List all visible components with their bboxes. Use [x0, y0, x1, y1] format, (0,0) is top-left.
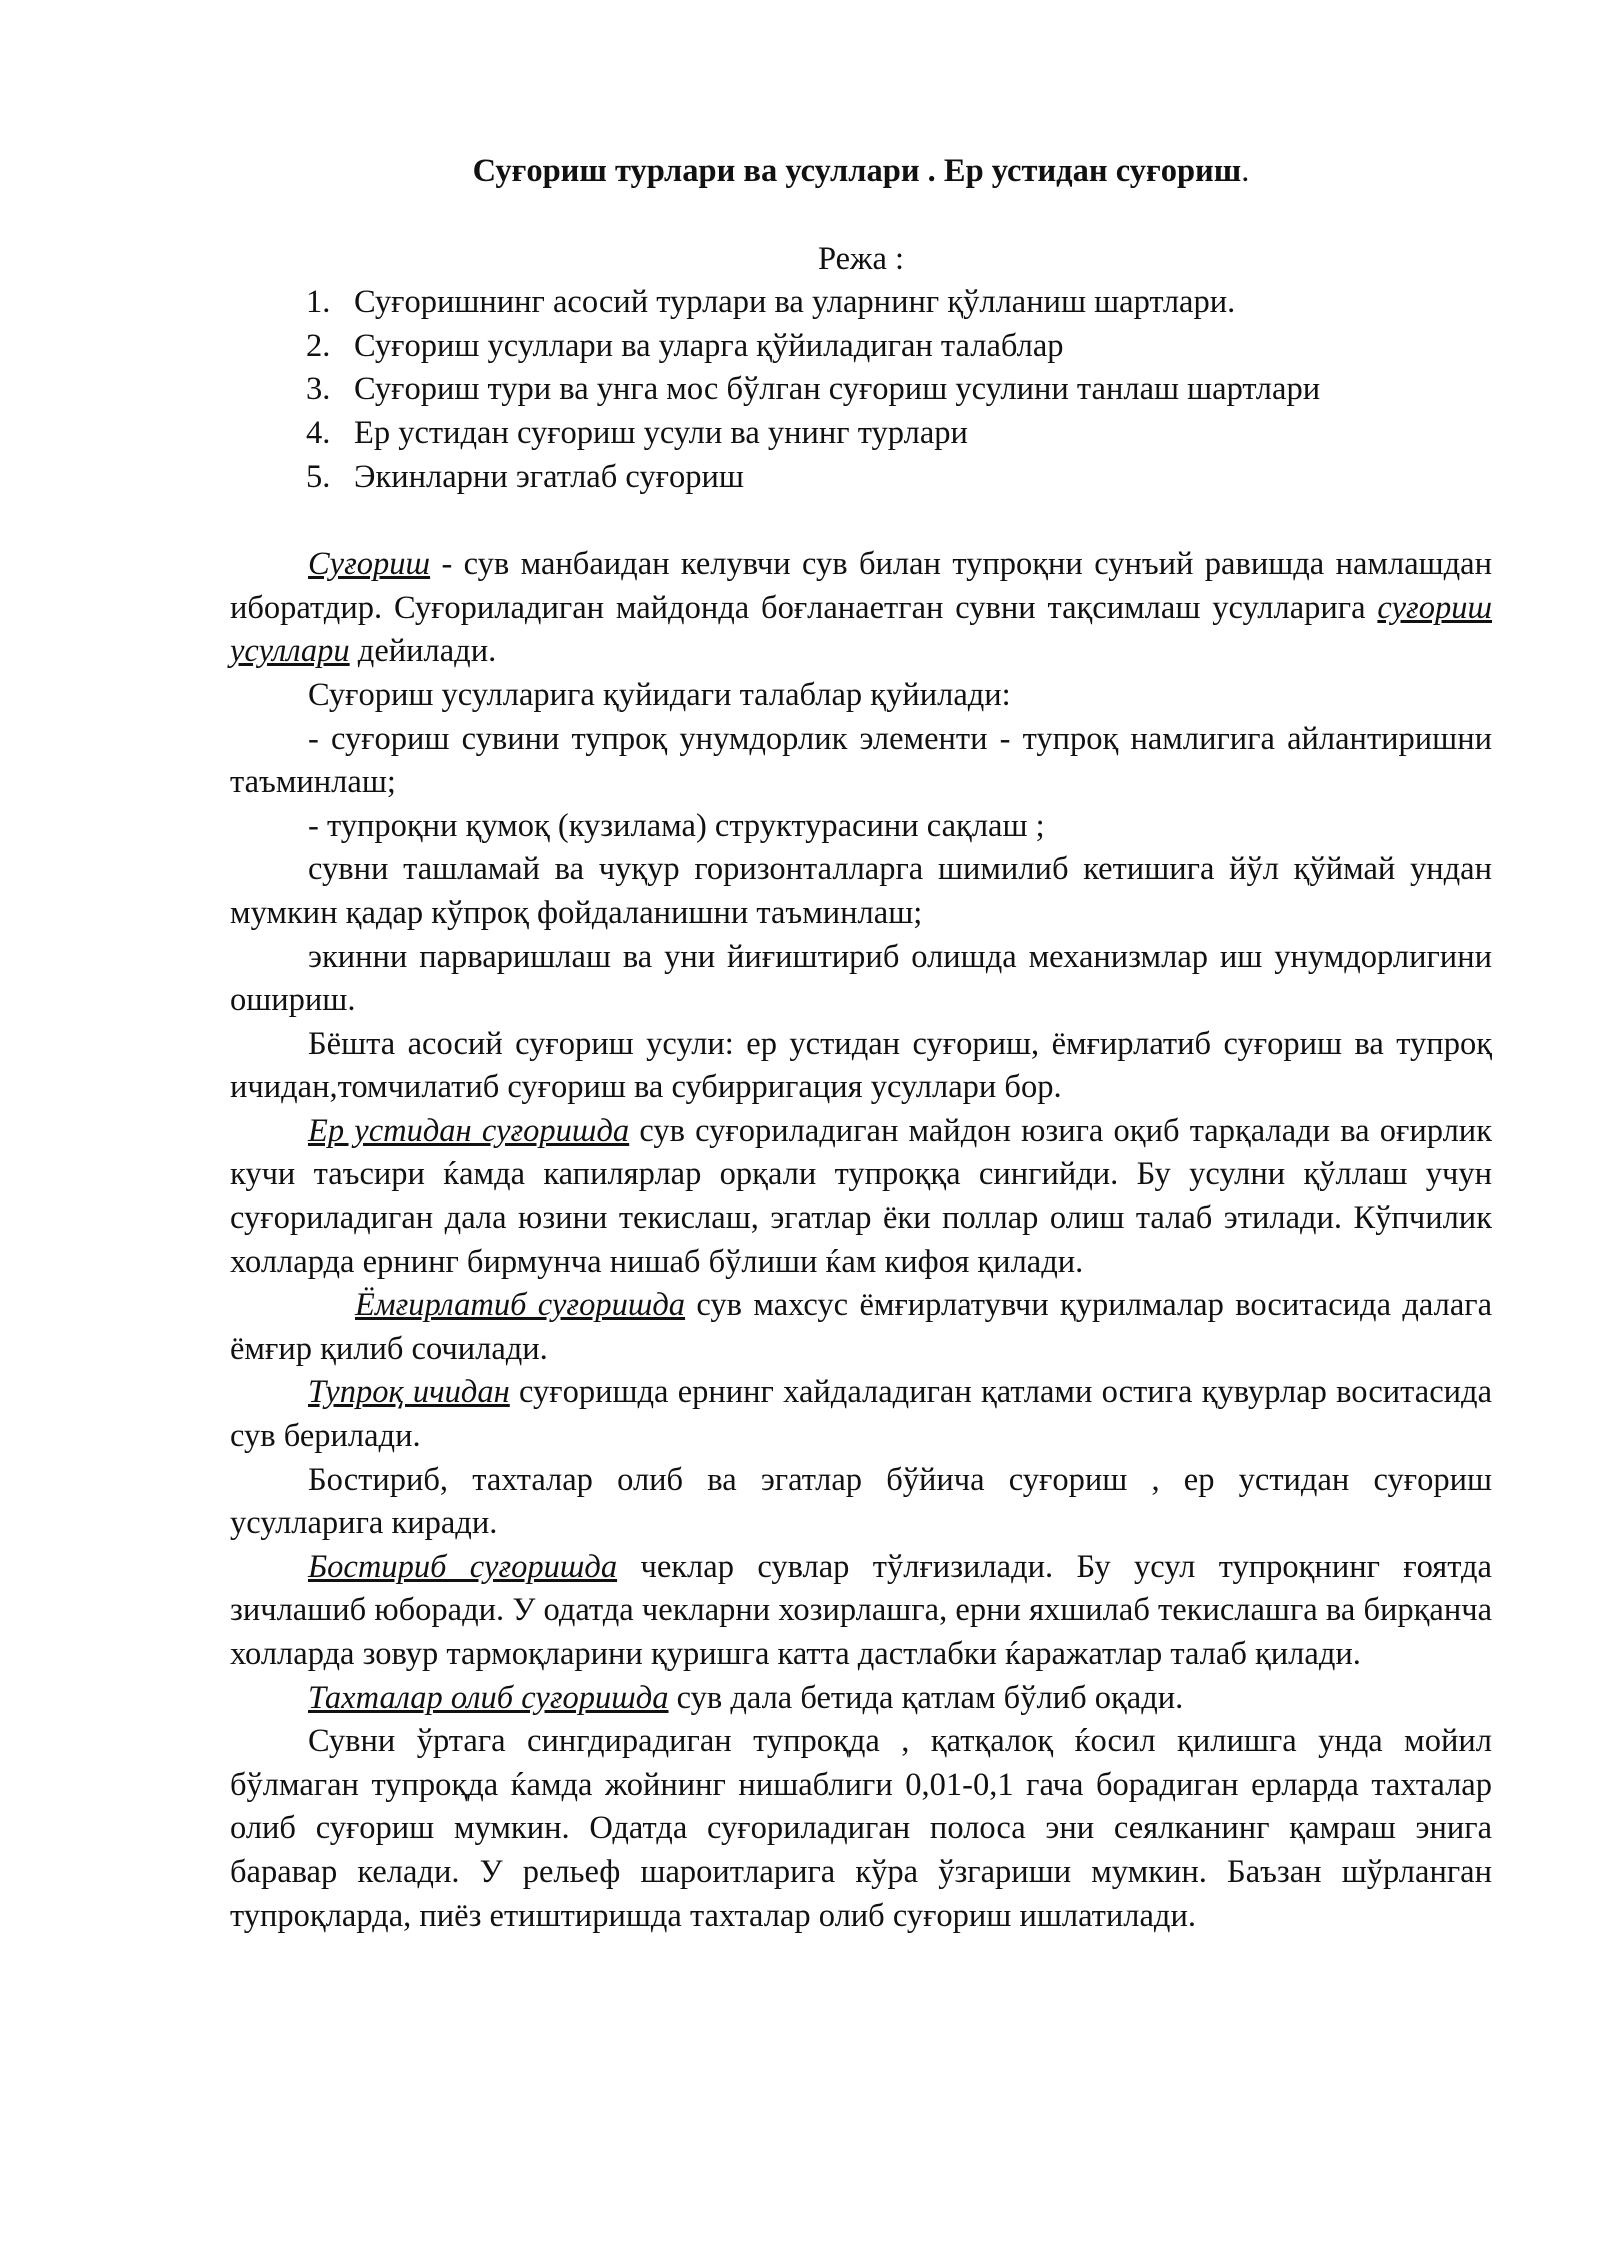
plan-item-text: Суғориш усуллари ва уларга қўйиладиган талаблар: [354, 327, 1064, 364]
title-text: Суғориш турлари ва усуллари . Ер устидан суғориш: [472, 153, 1242, 189]
paragraph-surface-irrigation: [230, 1110, 1492, 1284]
paragraph-text: сув суғориладиган майдон юзига оқиб тарқалади ва оғирлик кучи таъсири ќамда капилярлар орқали тупроққа сингийди. Бу усулни қўллаш учун суғориладиган дала юзини текислаш, эгатлар ёки поллар олиш талаб этилади. Кўпчилик холларда ернинг бирмунча нишаб бўлиши ќам кифоя қилади.: [230, 1112, 1492, 1280]
term-sprinkler-irrigation: Ёмғирлатиб суғоришда: [355, 1287, 686, 1324]
plan-item-number: 3.: [306, 371, 331, 408]
plan-item-text: Суғориш тури ва унга мос бўлган суғориш усулини танлаш шартлари: [354, 371, 1321, 408]
paragraph-text: дейилади.: [349, 633, 497, 670]
plan-heading: Режа :: [817, 240, 905, 277]
paragraph-requirements-intro: Суғориш усулларига қуйидаги талаблар қуйилади:: [308, 676, 1011, 713]
plan-item-text: Экинларни эгатлаб суғориш: [354, 458, 744, 495]
term-border-irrigation: Тахталар олиб суғоришда: [308, 1679, 669, 1716]
plan-item-number: 1.: [306, 284, 331, 321]
plan-item-number: 5.: [306, 458, 331, 495]
term-surface-irrigation: Ер устидан суғоришда: [308, 1112, 630, 1149]
term-irrigation-methods: суғориш усуллари: [230, 589, 1492, 670]
paragraph-surface-types: Бостириб, тахталар олиб ва эгатлар бўйича суғориш , ер устидан суғориш усулларига киради.: [230, 1461, 1492, 1542]
term-flood-irrigation: Бостириб суғоришда: [308, 1548, 618, 1585]
paragraph-definition: [230, 543, 1492, 674]
paragraph-requirement-2: - тупроқни қумоқ (кузилама) структурасини сақлаш ;: [308, 807, 1045, 844]
document-title: [230, 150, 1492, 194]
paragraph-requirement-4: экинни парваришлаш ва уни йиғиштириб олишда механизмлар иш унумдорлигини ошириш.: [230, 938, 1492, 1019]
paragraph-text: сув махсус ёмғирлатувчи қурилмалар воситасида далага ёмғир қилиб сочилади.: [230, 1287, 1493, 1367]
plan-item-number: 2.: [306, 327, 331, 364]
term-irrigation: Суғориш: [308, 546, 431, 583]
paragraph-border-irrigation: [230, 1677, 1492, 1721]
plan-item: [230, 325, 1492, 369]
spacer: [230, 499, 1492, 543]
plan-item: [230, 456, 1492, 500]
plan-item-number: 4.: [306, 414, 331, 451]
paragraph-text: суғоришда ернинг хайдаладиган қатлами остига қувурлар воситасида сув берилади.: [230, 1374, 1492, 1455]
paragraph-text: - сув манбаидан келувчи сув билан тупроқни сунъий равишда намлашдан иборатдир. Суғориладиган майдонда боғланаетган сувни тақсимлаш усулларига: [230, 546, 1492, 626]
paragraph-subsurface-irrigation: [230, 1371, 1492, 1458]
plan-item-text: Ер устидан суғориш усули ва унинг турлари: [354, 414, 968, 451]
plan-item-text: Суғоришнинг асосий турлари ва уларнинг қўлланиш шартлари.: [354, 284, 1236, 321]
plan-item: [230, 412, 1492, 456]
document-page: [230, 150, 1492, 1938]
paragraph-requirement-1: - суғориш сувини тупроқ унумдорлик элементи - тупроқ намлигига айлантиришни таъминлаш;: [230, 720, 1492, 801]
paragraph-flood-irrigation: [230, 1546, 1492, 1677]
paragraph-requirement-3: сувни ташламай ва чуқур горизонталларга шимилиб кетишига йўл қўймай ундан мумкин қадар кўпроқ фойдаланишни таъминлаш;: [230, 851, 1492, 931]
paragraph-five-methods: Бёшта асосий суғориш усули: ер устидан суғориш, ёмғирлатиб суғориш ва тупроқ ичидан,томчилатиб суғориш ва субирригация усуллари бор.: [230, 1025, 1492, 1106]
paragraph-sprinkler-irrigation: [230, 1284, 1492, 1371]
paragraph-text: сув дала бетида қатлам бўлиб оқади.: [668, 1679, 1184, 1716]
plan-item: [230, 281, 1492, 325]
plan-item: [230, 368, 1492, 412]
paragraph-text: чеклар сувлар тўлғизилади. Бу усул тупроқнинг ғоятда зичлашиб юборади. У одатда чекларни хозирлашга, ерни яхшилаб текислашга ва бирқанча холларда зовур тармоқларини қуришга катта дастлабки ќаражатлар талаб қилади.: [230, 1548, 1492, 1672]
paragraph-border-conditions: Сувни ўртага сингдирадиган тупроқда , қатқалоқ ќосил қилишга унда мойил бўлмаган тупроқда ќамда жойнинг нишаблиги 0,01-0,1 гача борадиган ерларда тахталар олиб суғориш мумкин. Одатда суғориладиган полоса эни сеялканинг қамраш энига баравар келади. У рельеф шароитларига кўра ўзгариши мумкин. Баъзан шўрланган тупроқларда, пиёз етиштиришда тахталар олиб суғориш ишлатилади.: [230, 1723, 1492, 1934]
plan-list: [230, 281, 1492, 499]
title-tail: .: [1241, 153, 1250, 189]
term-subsurface-irrigation: Тупроқ ичидан: [308, 1374, 510, 1411]
